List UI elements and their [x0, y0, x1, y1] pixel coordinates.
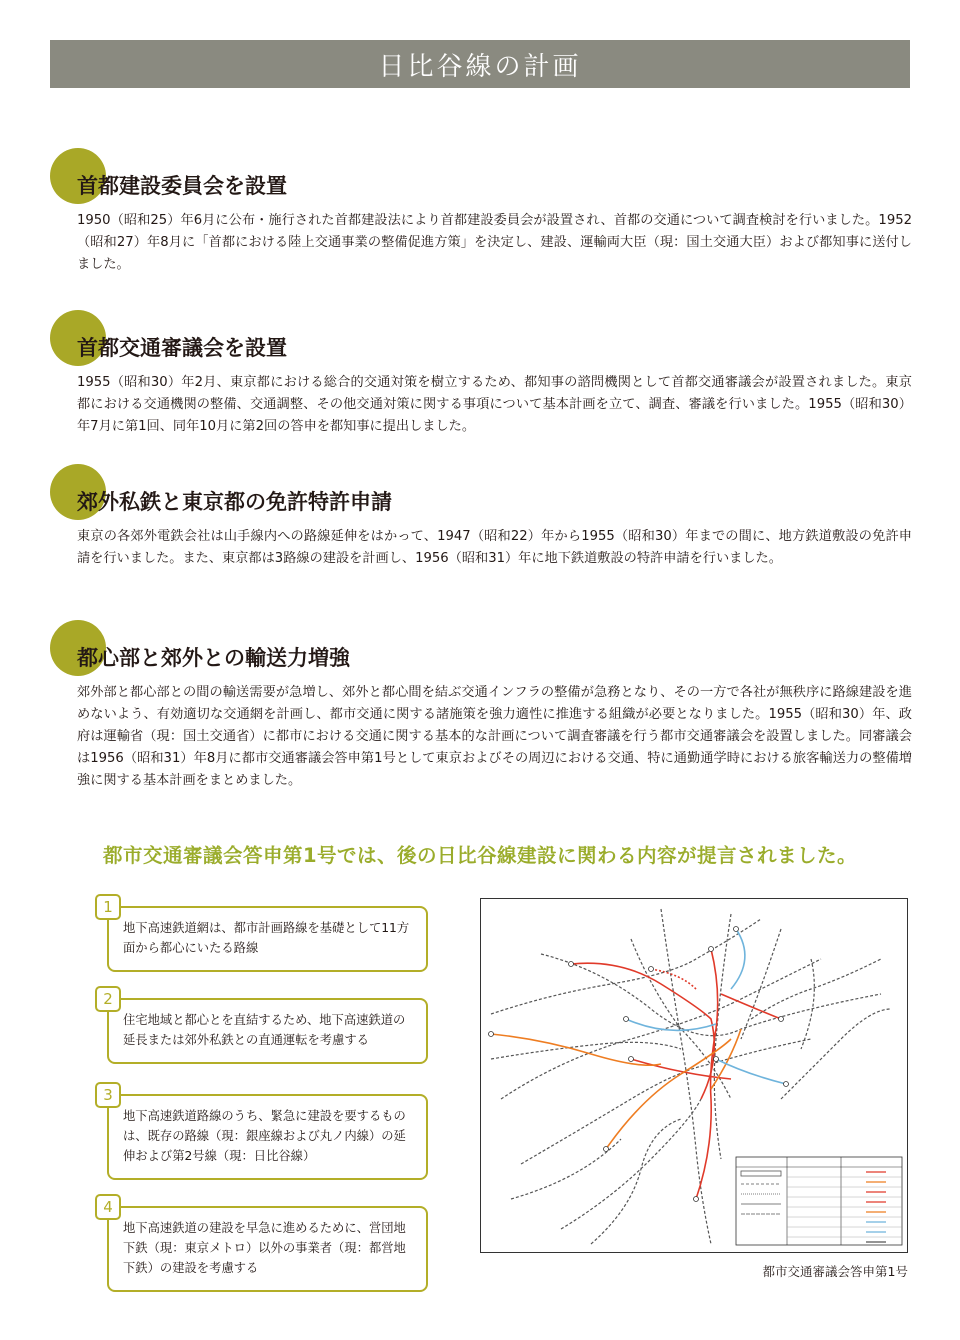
- section-body: 東京の各郊外電鉄会社は山手線内への路線延伸をはかって、1947（昭和22）年から1955（昭和30）年までの間に、地方鉄道敷設の免許申請を行いました。また、東京都は3路線の建設を計画し、1956（昭和31）年に地下鉄道敷設の特許申請を行いました。: [77, 529, 912, 566]
- recommendation-item-3: [103, 1086, 428, 1180]
- item-text: 地下高速鉄道網は、都市計画路線を基礎として11方面から都心にいたる路線: [123, 921, 410, 955]
- item-text: 地下高速鉄道の建設を早急に進めるために、営団地下鉄（現：東京メトロ）以外の事業者（現：都営地下鉄）の建設を考慮する: [123, 1221, 406, 1275]
- route-map: [480, 898, 908, 1253]
- section-heading: 郊外私鉄と東京都の免許特許申請: [77, 490, 392, 514]
- recommendation-item-2: [103, 990, 428, 1064]
- map-legend: [736, 1157, 902, 1245]
- route-line-red-dashed: [651, 969, 696, 989]
- item-text: 住宅地域と都心とを直結するため、地下高速鉄道の延長または郊外私鉄との直通運転を考慮する: [123, 1013, 406, 1047]
- section-body: 郊外部と都心部との間の輸送需要が急増し、郊外と都心間を結ぶ交通インフラの整備が急務となり、その一方で各社が無秩序に路線建設を進めないよう、有効適切な交通網を計画し、都市交通に関する諸施策を強力適性に推進する組織が必要となりました。1955（昭和30）年、政府は運輸省（現：国土交通省）に都市における交通に関する基本的な計画について調査審議を行う都市交通審議会を設置しました。同審議会は1956（昭和31）年8月に都市交通審議会答申第1号として東京およびその周辺における交通、特に通勤通学時における旅客輸送力の整備増強に関する基本計画をまとめました。: [77, 685, 912, 788]
- route-line-blue: [626, 1019, 716, 1030]
- section-heading: 都心部と郊外との輸送力増強: [77, 646, 350, 670]
- route-line-red: [721, 994, 781, 1019]
- title-bar: [50, 40, 910, 88]
- route-line-blue: [731, 929, 745, 989]
- page-title: 日比谷線の計画: [378, 51, 582, 82]
- section-heading: 首都建設委員会を設置: [77, 174, 287, 198]
- item-number: 3: [95, 1082, 121, 1108]
- section-body: 1950（昭和25）年6月に公布・施行された首都建設法により首都建設委員会が設置され、首都の交通について調査検討を行いました。1952（昭和27）年8月に「首都における陸上交通事業の整備促進方策」を決定し、建設、運輸両大臣（現：国土交通大臣）および都知事に送付しました。: [77, 213, 912, 272]
- recommendation-item-1: [103, 898, 428, 972]
- section-heading: 首都交通審議会を設置: [77, 336, 287, 360]
- section-body: 1955（昭和30）年2月、東京都における総合的交通対策を樹立するため、都知事の諮問機関として首都交通審議会が設置されました。東京都における交通機関の整備、交通調整、その他交通対策に関する事項について基本計画を立て、調査、審議を行いました。1955（昭和30）年7月に第1回、同年10月に第2回の答申を都知事に提出しました。: [77, 375, 912, 434]
- route-map-drawing: [481, 899, 907, 1252]
- item-number: 2: [95, 986, 121, 1012]
- map-caption: 都市交通審議会答申第1号: [762, 1264, 908, 1279]
- item-text: 地下高速鉄道路線のうち、緊急に建設を要するものは、既存の路線（現：銀座線および丸ノ内線）の延伸および第2号線（現：日比谷線）: [123, 1109, 406, 1163]
- item-number: 1: [95, 894, 121, 920]
- highlight-text: 都市交通審議会答申第1号では、後の日比谷線建設に関わる内容が提言されました。: [102, 844, 858, 867]
- route-line-red: [571, 963, 714, 1099]
- item-number: 4: [95, 1194, 121, 1220]
- recommendation-item-4: [103, 1198, 428, 1292]
